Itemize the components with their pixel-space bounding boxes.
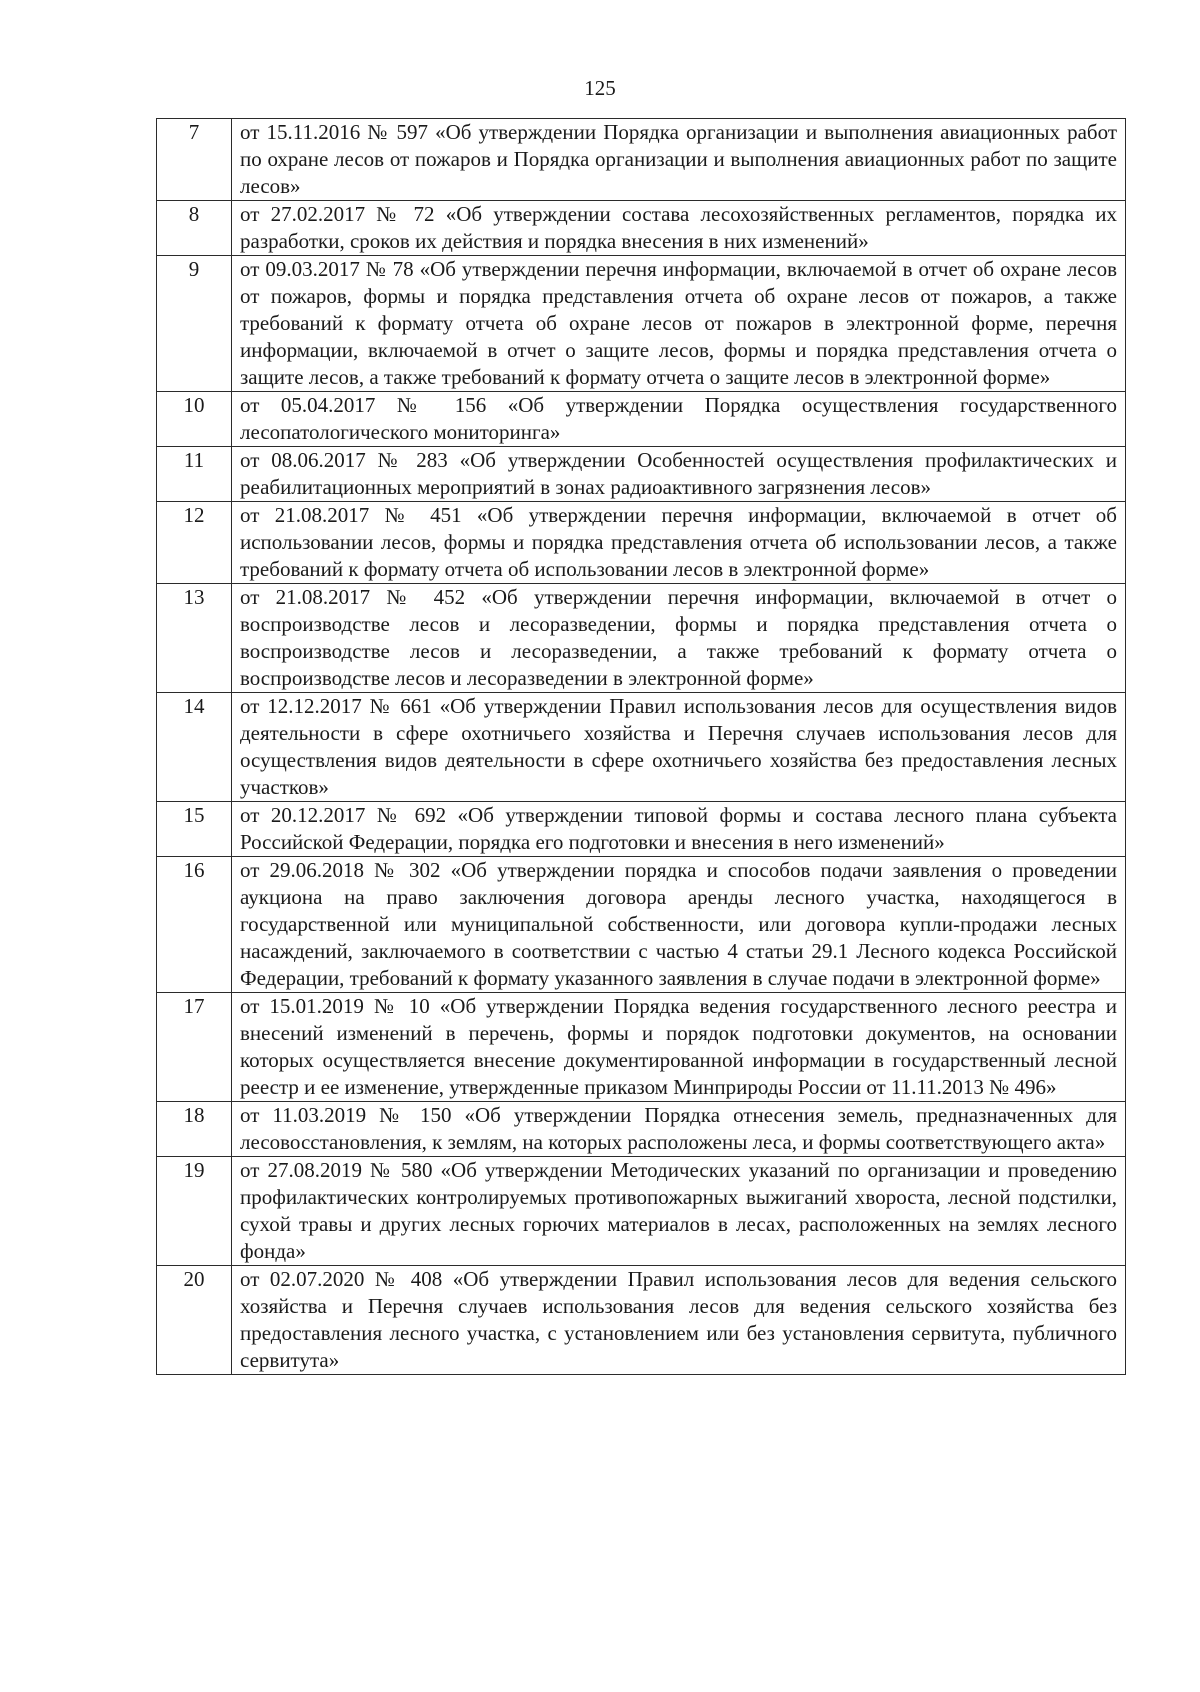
row-number: 11 [157, 447, 232, 502]
table-row [157, 1157, 1126, 1266]
row-number: 7 [157, 119, 232, 201]
row-number: 20 [157, 1266, 232, 1375]
table-body [157, 119, 1126, 1375]
table-row [157, 447, 1126, 502]
row-text: от 21.08.2017 № 452 «Об утверждении перечня информации, включаемой в отчет о воспроизводстве лесов и лесоразведении, формы и порядка представления отчета о воспроизводстве лесов и лесоразведении, а также требований к формату отчета о воспроизводстве лесов и лесоразведении в электронной форме» [232, 584, 1126, 693]
row-number: 13 [157, 584, 232, 693]
row-text: от 02.07.2020 № 408 «Об утверждении Правил использования лесов для ведения сельского хозяйства и Перечня случаев использования лесов для ведения сельского хозяйства без предоставления лесного участка, с установлением или без установления сервитута, публичного сервитута» [232, 1266, 1126, 1375]
row-text: от 20.12.2017 № 692 «Об утверждении типовой формы и состава лесного плана субъекта Российской Федерации, порядка его подготовки и внесения в него изменений» [232, 802, 1126, 857]
table-row [157, 857, 1126, 993]
row-text: от 15.01.2019 № 10 «Об утверждении Порядка ведения государственного лесного реестра и внесений изменений в перечень, формы и порядок подготовки документов, на основании которых осуществляется внесение документированной информации в государственный лесной реестр и ее изменение, утвержденные приказом Минприроды России от 11.11.2013 № 496» [232, 993, 1126, 1102]
row-text: от 09.03.2017 № 78 «Об утверждении перечня информации, включаемой в отчет об охране лесов от пожаров, формы и порядка представления отчета об охране лесов от пожаров, а также требований к формату отчета об охране лесов от пожаров в электронной форме, перечня информации, включаемой в отчет о защите лесов, формы и порядка представления отчета о защите лесов, а также требований к формату отчета о защите лесов в электронной форме» [232, 256, 1126, 392]
table-row [157, 993, 1126, 1102]
table-row [157, 1266, 1126, 1375]
row-number: 19 [157, 1157, 232, 1266]
row-number: 17 [157, 993, 232, 1102]
row-text: от 15.11.2016 № 597 «Об утверждении Порядка организации и выполнения авиационных работ по охране лесов от пожаров и Порядка организации и выполнения авиационных работ по защите лесов» [232, 119, 1126, 201]
row-text: от 11.03.2019 № 150 «Об утверждении Порядка отнесения земель, предназначенных для лесовосстановления, к землям, на которых расположены леса, и формы соответствующего акта» [232, 1102, 1126, 1157]
row-text: от 12.12.2017 № 661 «Об утверждении Правил использования лесов для осуществления видов деятельности в сфере охотничьего хозяйства и Перечня случаев использования лесов для осуществления видов деятельности в сфере охотничьего хозяйства без предоставления лесных участков» [232, 693, 1126, 802]
table-row [157, 256, 1126, 392]
table-row [157, 201, 1126, 256]
row-number: 12 [157, 502, 232, 584]
regulations-table [156, 118, 1126, 1375]
table-row [157, 802, 1126, 857]
page-number: 125 [584, 76, 616, 100]
row-number: 14 [157, 693, 232, 802]
row-text: от 05.04.2017 № 156 «Об утверждении Порядка осуществления государственного лесопатологического мониторинга» [232, 392, 1126, 447]
row-number: 10 [157, 392, 232, 447]
table-row [157, 502, 1126, 584]
row-text: от 29.06.2018 № 302 «Об утверждении порядка и способов подачи заявления о проведении аукциона на право заключения договора аренды лесного участка, находящегося в государственной или муниципальной собственности, или договора купли-продажи лесных насаждений, заключаемого в соответствии с частью 4 статьи 29.1 Лесного кодекса Российской Федерации, требований к формату указанного заявления в случае подачи в электронной форме» [232, 857, 1126, 993]
row-number: 18 [157, 1102, 232, 1157]
row-number: 16 [157, 857, 232, 993]
table-row [157, 119, 1126, 201]
table-row [157, 392, 1126, 447]
row-text: от 27.08.2019 № 580 «Об утверждении Методических указаний по организации и проведению профилактических контролируемых противопожарных выжиганий хвороста, лесной подстилки, сухой травы и других лесных горючих материалов в лесах, расположенных на землях лесного фонда» [232, 1157, 1126, 1266]
row-text: от 27.02.2017 № 72 «Об утверждении состава лесохозяйственных регламентов, порядка их разработки, сроков их действия и порядка внесения в них изменений» [232, 201, 1126, 256]
row-number: 8 [157, 201, 232, 256]
row-text: от 21.08.2017 № 451 «Об утверждении перечня информации, включаемой в отчет об использовании лесов, формы и порядка представления отчета об использовании лесов, а также требований к формату отчета об использовании лесов в электронной форме» [232, 502, 1126, 584]
row-text: от 08.06.2017 № 283 «Об утверждении Особенностей осуществления профилактических и реабилитационных мероприятий в зонах радиоактивного загрязнения лесов» [232, 447, 1126, 502]
table-row [157, 584, 1126, 693]
table-row [157, 1102, 1126, 1157]
row-number: 15 [157, 802, 232, 857]
row-number: 9 [157, 256, 232, 392]
table-row [157, 693, 1126, 802]
